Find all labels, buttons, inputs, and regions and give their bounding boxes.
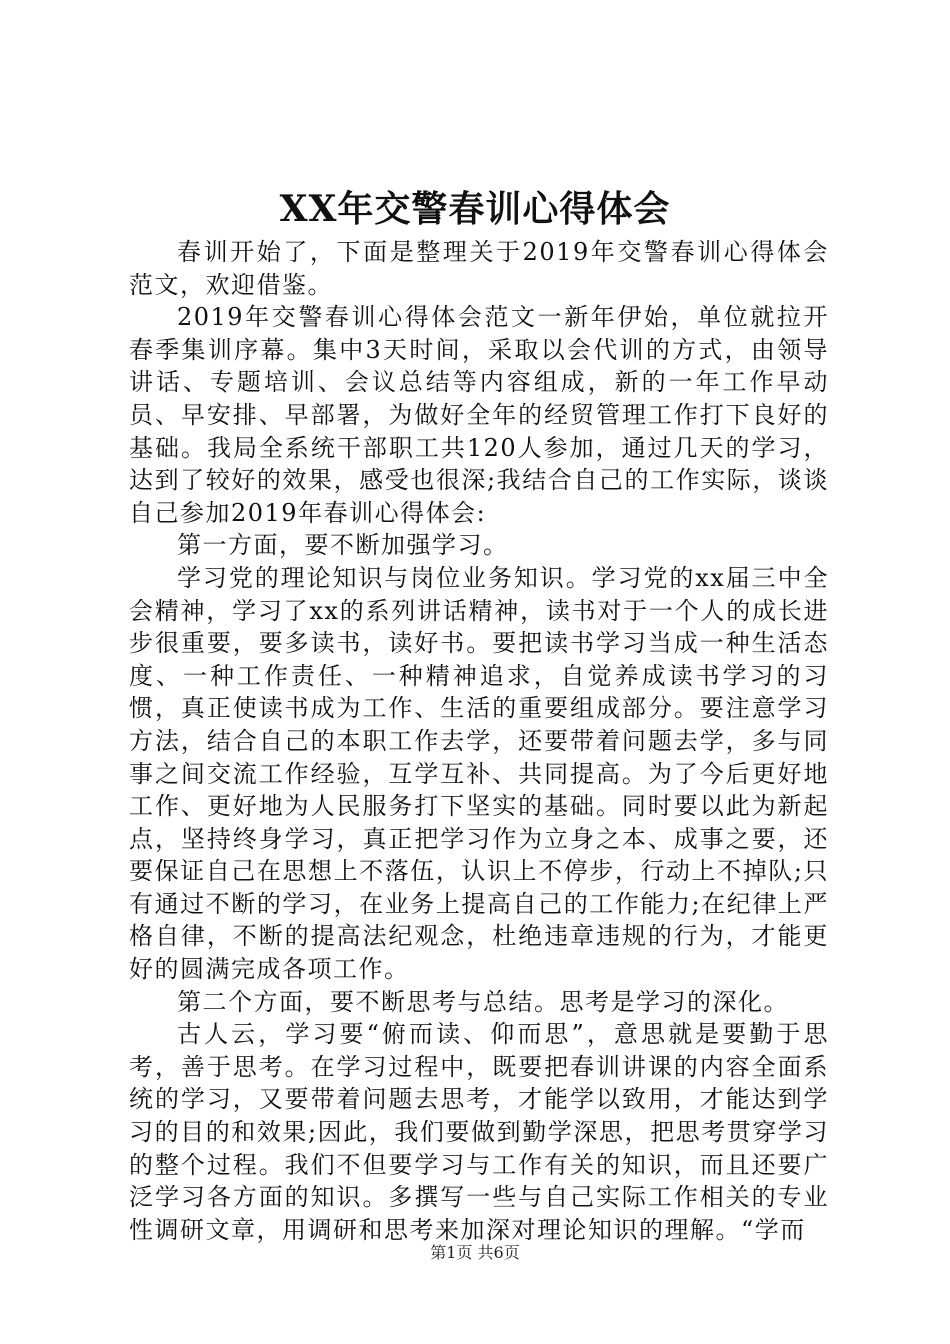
paragraph-overview: 2019年交警春训心得体会范文一新年伊始，单位就拉开春季集训序幕。集中3天时间，采取以会代训的方式，由领导讲话、专题培训、会议总结等内容组成，新的一年工作早动员、早安排、早部署，为做好全年的经贸管理工作打下良好的基础。我局全系统干部职工共120人参加，通过几天的学习，达到了较好的效果，感受也很深;我结合自己的工作实际，谈谈自己参加2019年春训心得体会: [129, 303, 829, 527]
section-heading-1: 第一方面，要不断加强学习。 [177, 531, 509, 560]
document-title: XX年交警春训心得体会 [279, 188, 671, 230]
paragraph-study: 学习党的理论知识与岗位业务知识。学习党的xx届三中全会精神，学习了xx的系列讲话精神，读书对于一个人的成长进步很重要，要多读书，读好书。要把读书学习当成一种生活态度、一种工作责任、一种精神追求，自觉养成读书学习的习惯，真正使读书成为工作、生活的重要组成部分。要注意学习方法，结合自己的本职工作去学，还要带着问题去学，多与同事之间交流工作经验，互学互补、共同提高。为了今后更好地工作、更好地为人民服务打下坚实的基础。同时要以此为新起点，坚持终身学习，真正把学习作为立身之本、成事之要，还要保证自己在思想上不落伍，认识上不停步，行动上不掉队;只有通过不断的学习，在业务上提高自己的工作能力;在纪律上严格自律，不断的提高法纪观念，杜绝违章违规的行为，才能更好的圆满完成各项工作。 [129, 563, 829, 984]
document-body [129, 236, 829, 1246]
paragraph-thinking: 古人云，学习要“俯而读、仰而思”，意思就是要勤于思考，善于思考。在学习过程中，既要把春训讲课的内容全面系统的学习，又要带着问题去思考，才能学以致用，才能达到学习的目的和效果;因此，我们要做到勤学深思，把思考贯穿学习的整个过程。我们不但要学习与工作有关的知识，而且还要广泛学习各方面的知识。多撰写一些与自己实际工作相关的专业性调研文章，用调研和思考来加深对理论知识的理解。“学而 [129, 1020, 829, 1244]
page-number: 第1页 共6页 [430, 1243, 520, 1262]
paragraph-intro: 春训开始了，下面是整理关于2019年交警春训心得体会范文，欢迎借鉴。 [129, 238, 829, 299]
section-heading-2: 第二个方面，要不断思考与总结。思考是学习的深化。 [177, 987, 789, 1016]
